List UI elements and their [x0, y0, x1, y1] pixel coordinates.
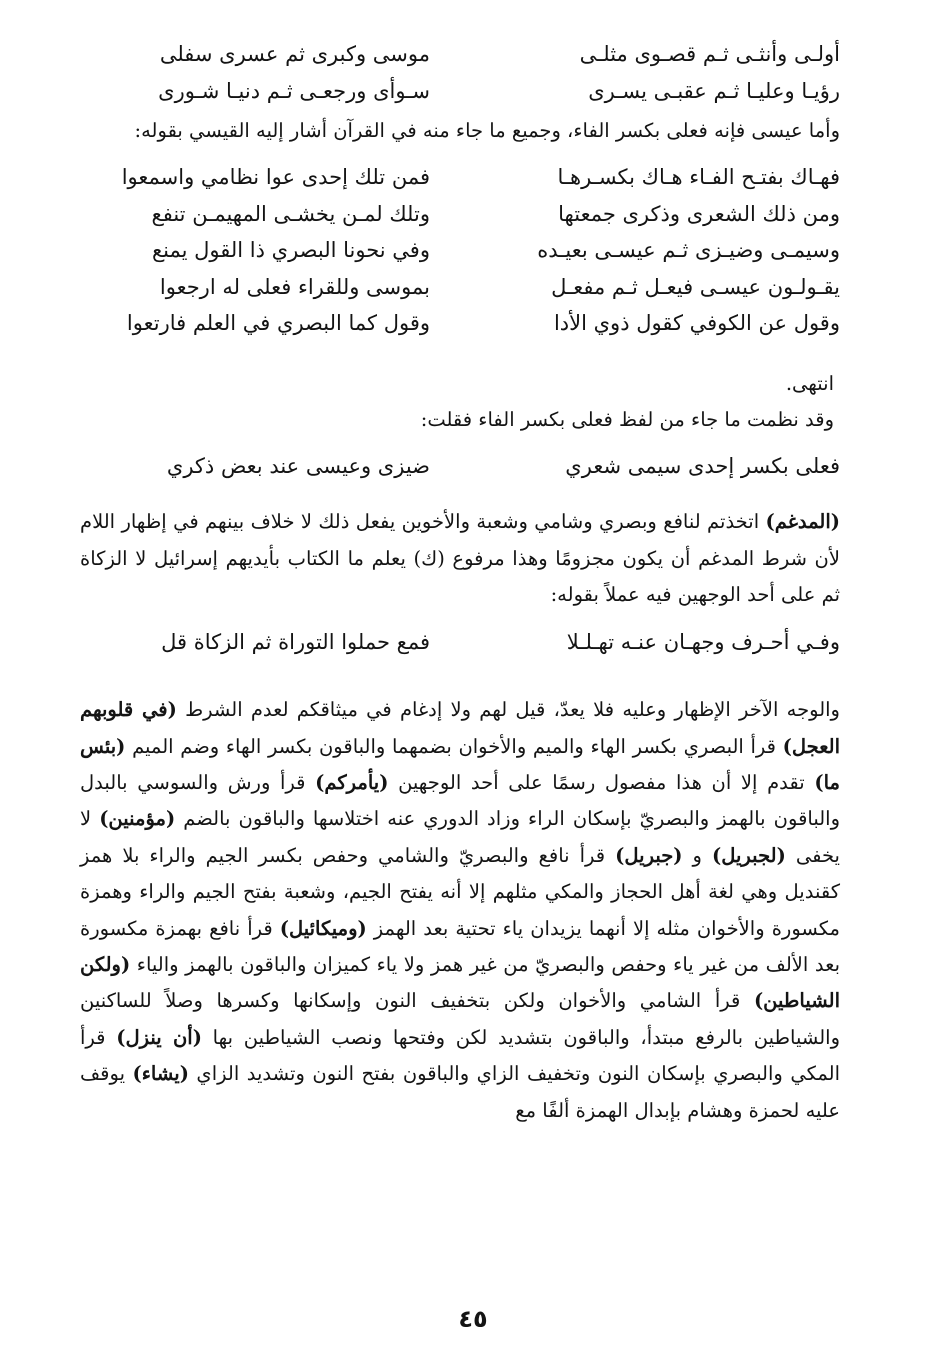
paragraph-isa: وأما عيسى فإنه فعلى بكسر الفاء، وجميع ما جاء منه في القرآن أشار إليه القيسي بقوله: [134, 119, 840, 142]
quranic-word: (في قلوبهم العجل) [80, 698, 840, 758]
quranic-word: (جبريل) [615, 843, 683, 867]
paragraph-segment: قرأ البصري بكسر الهاء والميم والأخوان بضمهما والباقون بكسر الهاء وضم الميم [125, 734, 783, 758]
paragraph-segment: يوقف عليه لحمزة وهشام بإبدال الهمزة ألفًا مع [80, 1062, 840, 1122]
verse-line-mine [80, 448, 840, 485]
verse-second-hemistich: وقول كما البصري في العلم فارتعوا [126, 311, 430, 336]
paragraph-segment: قرأ الشامي والأخوان ولكن بتخفيف النون وإسكانها وكسرها وصلاً للساكنين والشياطين بالرفع مبتدأ، والباقون بتشديد لكن وفتحها ونصب الشياطين بها [80, 989, 841, 1049]
verse-block-top [80, 36, 840, 109]
verse-line-last [80, 624, 840, 661]
verse-line [80, 36, 840, 73]
verse-second-hemistich: موسى وكبرى ثم عسرى سفلى [159, 42, 430, 66]
verse-first-hemistich: رؤيـا وعليـا ثـم عقبـى يسـرى [588, 78, 840, 103]
quranic-word: (أن ينزل) [116, 1025, 202, 1049]
page-body [80, 36, 840, 1129]
paragraph-nazm: وقد نظمت ما جاء من لفظ فعلى بكسر الفاء فقلت: [420, 407, 834, 431]
quranic-word: (بئس ما) [80, 734, 840, 794]
quranic-word: (يأمركم) [315, 770, 389, 794]
verse-first-hemistich: وقول عن الكوفي كقول ذوي الأدا [553, 311, 840, 336]
verse-first-hemistich: فهـاك بفتـح الفـاء هـاك بكسـرهـا [557, 165, 840, 190]
paragraph-segment: قرأ نافع بهمزة مكسورة بعد الألف من غير ياء وحفص والبصريّ من غير همز ولا ياء كميزان والباقون بالهمز والياء [80, 916, 840, 976]
quranic-word: (لجبريل) [712, 843, 786, 867]
verse-second-hemistich: وتلك لمـن يخشـى المهيمـن تنفع [151, 201, 430, 226]
term-mudgham: (المدغم) [765, 510, 840, 534]
paragraph-segment: قرأ المكي والبصري بإسكان النون وتخفيف الزاي والباقون بفتح النون وتشديد الزاي [80, 1025, 840, 1086]
verse-line [80, 196, 840, 233]
quranic-word: (وميكائيل) [279, 916, 367, 940]
page-number: ٤٥ [458, 1305, 488, 1333]
verse-second-hemistich: فمن تلك إحدى عوا نظامي واسمعوا [121, 165, 430, 190]
verse-first-hemistich: فعلى بكسر إحدى سيمى شعري [565, 453, 840, 478]
verse-second-hemistich: فمع حملوا التوراة ثم الزكاة قل [161, 629, 430, 654]
verse-second-hemistich: سـوأى ورجعـى ثـم دنيـا شـورى [158, 78, 430, 103]
verse-second-hemistich: ضيزى وعيسى عند بعض ذكري [166, 453, 430, 478]
verse-first-hemistich: أولـى وأنثـى ثـم قصـوى مثلـى [579, 42, 840, 66]
quranic-word: (يشاء) [132, 1062, 189, 1086]
paragraph-segment: قرأ ورش والسوسي بالبدل والباقون بالهمز والبصريّ بإسكان الراء وزاد الدوري عنه اختلاسها والباقون بالضم [80, 770, 840, 831]
verse-line [80, 73, 840, 110]
paragraph-segment: لا يخفى [80, 807, 840, 867]
verse-first-hemistich: وسيمـى وضيـزى ثـم عيسـى بعيـده [537, 238, 840, 263]
quranic-word: (ولكن الشياطين) [80, 952, 840, 1013]
verse-line [80, 232, 840, 269]
verse-second-hemistich: وفي نحونا البصري ذا القول يمنع [151, 238, 430, 263]
verse-line [80, 159, 840, 196]
verse-block-qaisi [80, 159, 840, 342]
verse-second-hemistich: بموسى وللقراء فعلى له ارجعوا [159, 274, 430, 299]
paragraph-mudgham-text: اتخذتم لنافع وبصري وشامي وشعبة والأخوين يفعل ذلك لا خلاف بينهم في إظهار اللام لأن شرط المدغم أن يكون مجزومًا وهذا مرفوع (ك) يعلم ما الكتاب بأيديهم إسرائيل لا الزكاة ثم على أحد الوجهين فيه عملاً بقوله: [80, 510, 840, 607]
intaha-text: انتهى. [785, 371, 834, 395]
quranic-word: (مؤمنين) [99, 807, 176, 831]
paragraph-segment: و [682, 843, 712, 867]
paragraph-segment: والوجه الآخر الإظهار وعليه فلا يعدّ، قيل لهم ولا إدغام في ميثاقكم لعدم الشرط [176, 698, 840, 722]
paragraph-segment: قرأ نافع والبصريّ والشامي وحفص بكسر الجيم والراء بلا همز كقنديل وهي لغة أهل الحجاز والمكي مثلهم إلا أنه يفتح الجيم، وشعبة بفتح الجيم والراء وهمزة مكسورة والأخوان مثله إلا أنهما يزيدان ياء تحتية بعد الهمز [80, 843, 841, 940]
verse-line [80, 269, 840, 306]
paragraph-qiraat [80, 692, 840, 1129]
verse-first-hemistich: ومن ذلك الشعرى وذكرى جمعتها [558, 201, 840, 226]
paragraph-mudgham [80, 504, 840, 613]
verse-first-hemistich: وفـي أحـرف وجهـان عنـه تهـلـلا [566, 629, 840, 654]
paragraph-segment: تقدم إلا أن هذا مفصول رسمًا على أحد الوجهين [388, 770, 815, 794]
verse-line [80, 305, 840, 342]
verse-first-hemistich: يقـولـون عيسـى فيعـل ثـم مفعـل [551, 274, 840, 299]
